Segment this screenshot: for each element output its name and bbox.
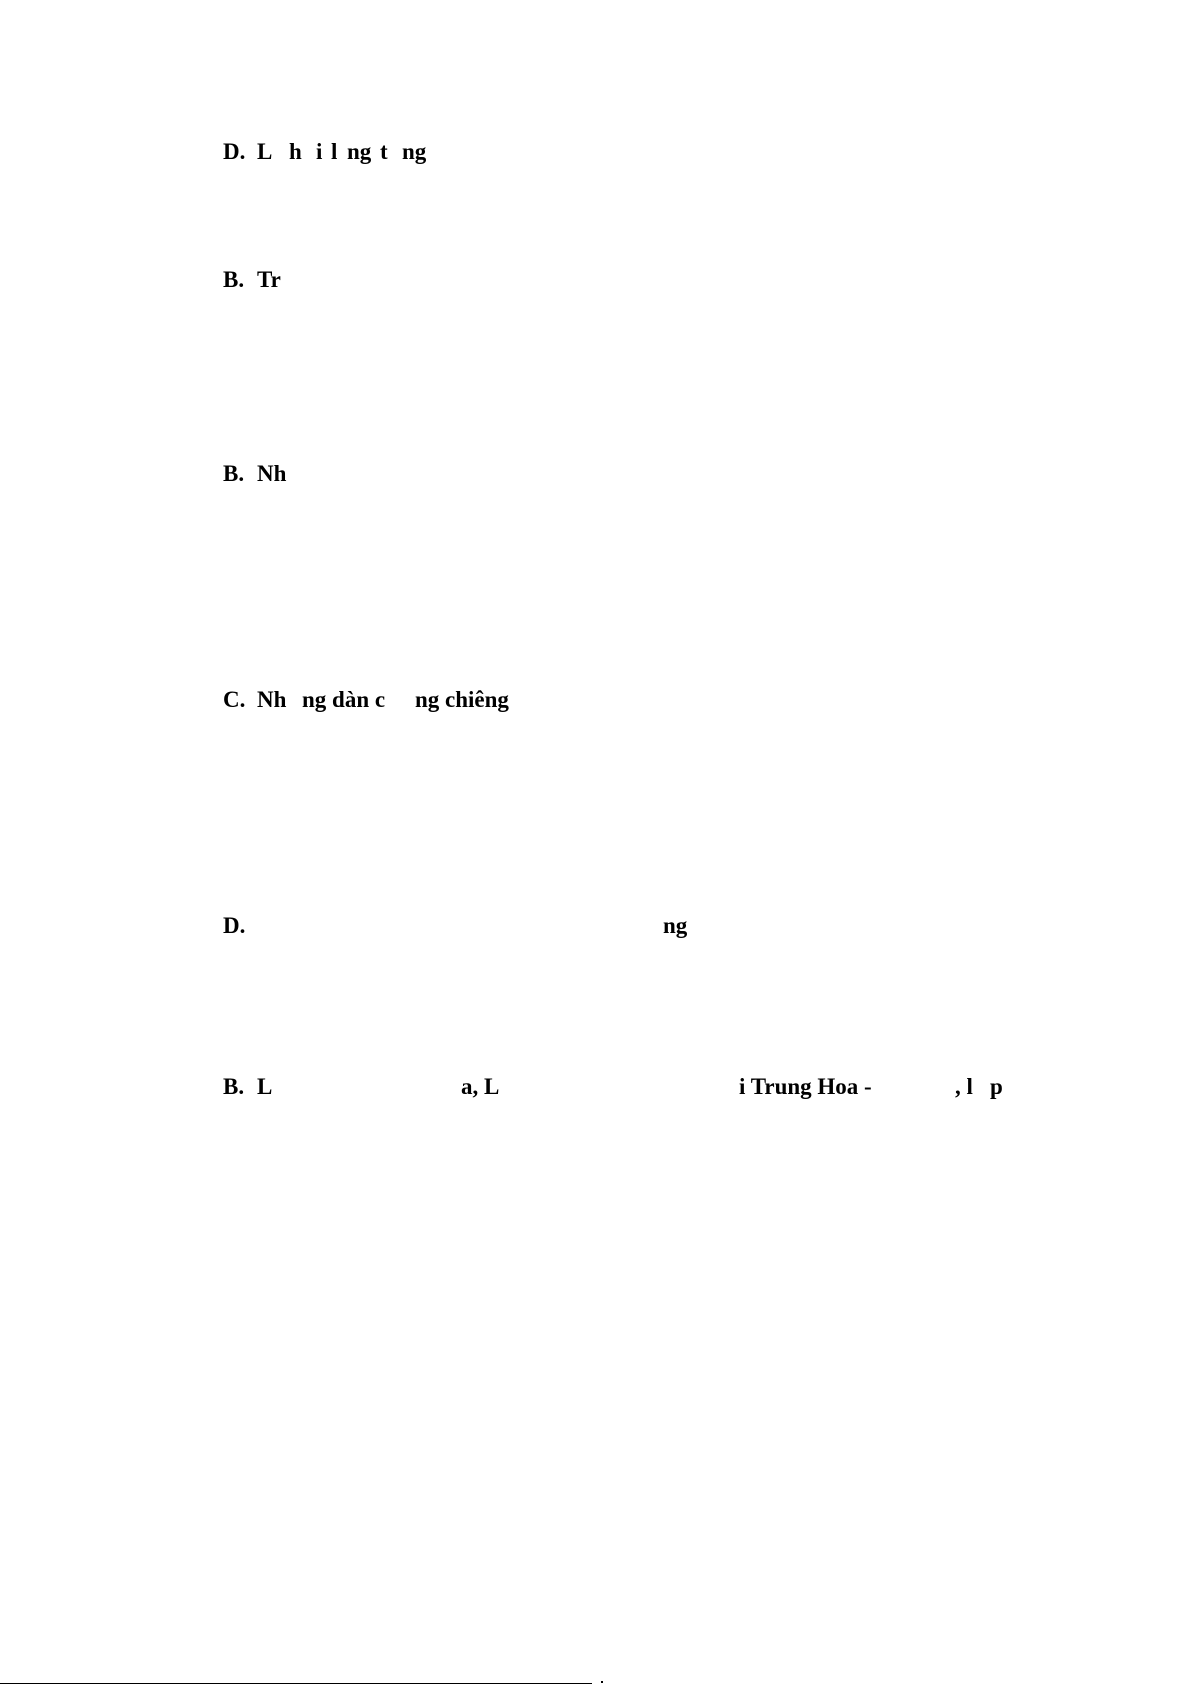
option-text-fragment: Nh: [257, 461, 287, 486]
option-text-fragment: Nh: [257, 687, 287, 712]
option-text-fragment: , l: [955, 1074, 973, 1099]
option-letter: B.: [223, 267, 245, 292]
option-letter: C.: [223, 687, 246, 712]
option-text-fragment: t: [380, 139, 388, 164]
option-text-fragment: ng: [402, 139, 427, 164]
option-letter: B.: [223, 461, 245, 486]
option-text-fragment: i Trung Hoa -: [739, 1074, 872, 1099]
option-text-fragment: L: [257, 1074, 273, 1099]
option-letter: D.: [223, 913, 246, 938]
option-letter: B.: [223, 1074, 245, 1099]
option-letter: D.: [223, 139, 246, 164]
option-text-fragment: Tr: [257, 267, 281, 292]
option-text-fragment: ng: [347, 139, 372, 164]
option-text-fragment: ng: [663, 913, 688, 938]
footer-rule: [0, 1683, 592, 1684]
option-text-fragment: i: [316, 139, 323, 164]
option-text-fragment: p: [990, 1074, 1003, 1099]
option-text-fragment: ng dàn c: [302, 687, 386, 712]
option-text-fragment: l: [331, 139, 338, 164]
option-text-fragment: L: [257, 139, 273, 164]
option-text-fragment: a, L: [461, 1074, 500, 1099]
footer-dot: [601, 1681, 603, 1683]
option-text-fragment: h: [289, 139, 302, 164]
option-text-fragment: ng chiêng: [415, 687, 509, 712]
